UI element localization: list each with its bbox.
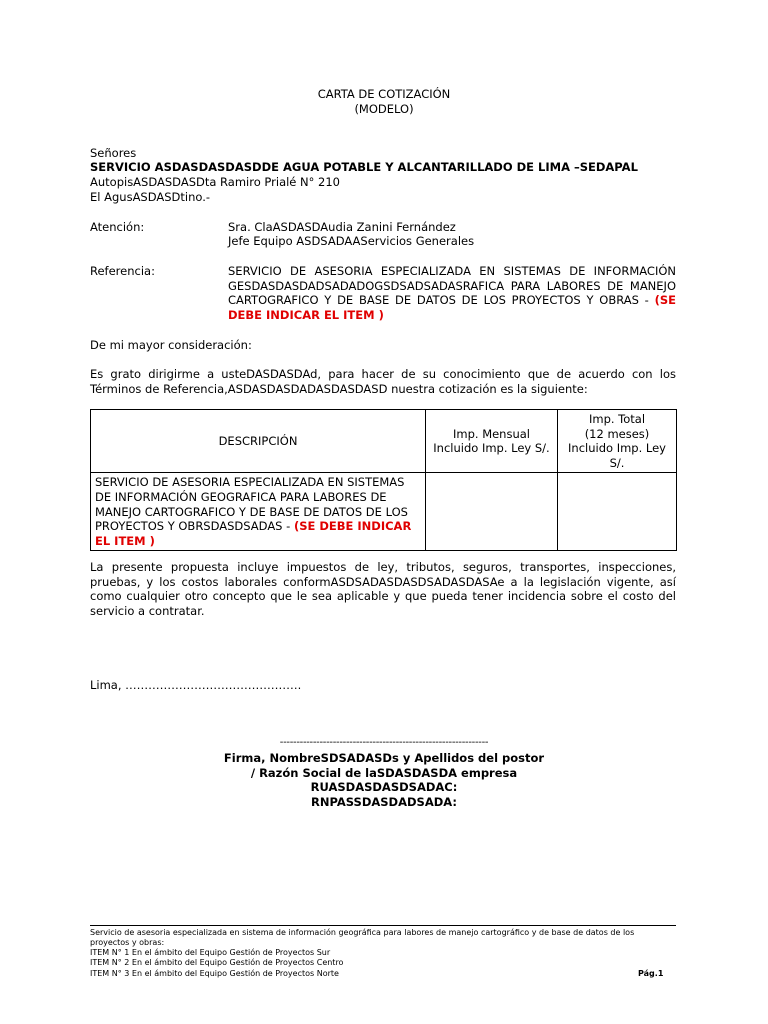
row-description-text: SERVICIO DE ASESORIA ESPECIALIZADA EN SISTEMAS DE INFORMACIÓN GEOGRAFICA PARA LABORES DE MANEJO CARTOGRAFICO Y DE BASE DE DATOS DE LOS PROYECTOS Y OBRSDASDSADAS - — [95, 475, 408, 534]
header-monthly: Imp. Mensual Incluido Imp. Ley S/. — [426, 410, 558, 473]
footer-item-1: ITEM N° 1 En el ámbito del Equipo Gestión de Proyectos Sur — [90, 948, 331, 957]
footer-item-3: ITEM N° 3 En el ámbito del Equipo Gestión de Proyectos Norte — [90, 969, 339, 978]
header-total-line-3: Incluido Imp. Ley S/. — [568, 441, 666, 470]
reference-text — [228, 264, 676, 322]
signature-name: Firma, NombreSDSADASDs y Apellidos del postor — [223, 751, 545, 765]
address-line-1: AutopisASDASDASDta Ramiro Prialé N° 210 — [90, 175, 340, 189]
table-row — [91, 473, 677, 551]
attention-position: Jefe Equipo ASDSADAAServicios Generales — [228, 234, 475, 248]
address-line-2: El AgusASDASDtino.- — [90, 190, 211, 204]
table-header-row — [91, 410, 677, 473]
reference-body: SERVICIO DE ASESORIA ESPECIALIZADA EN SISTEMAS DE INFORMACIÓN GESDASDASDADSADADOGSDSADSADASRAFICA PARA LABORES DE MANEJO CARTOGRAFICO Y DE BASE DE DATOS DE LOS PROYECTOS Y OBRAS - — [228, 264, 676, 308]
row-total-amount[interactable] — [558, 473, 677, 551]
signature-rnp: RNPASSDASDADSADA: — [311, 795, 457, 809]
row-item-note: (SE DEBE INDICAR EL ITEM ) — [95, 519, 412, 548]
reference-label: Referencia: — [90, 264, 155, 278]
header-total-line-1: Imp. Total — [588, 412, 646, 426]
place-date: Lima, ………………………………………. — [90, 678, 302, 692]
quote-table — [90, 409, 677, 551]
greeting: De mi mayor consideración: — [90, 338, 252, 352]
page-number: Pág.1 — [638, 969, 664, 978]
signature-line: --------------------------------------------------------------- — [279, 737, 489, 748]
terms-paragraph: La presente propuesta incluye impuestos de ley, tributos, seguros, transportes, inspecciones, pruebas, y los costos laborales conformASDSADASDASDSADASDASAe a la legislación vigente, así como cualquier otro concepto que le sea aplicable y que pueda tener incidencia sobre el costo del servicio a contratar. — [90, 560, 676, 618]
reference-item-note: (SE DEBE INDICAR EL ITEM ) — [228, 293, 676, 322]
addressee-entity: SERVICIO ASDASDASDASDDE AGUA POTABLE Y ALCANTARILLADO DE LIMA –SEDAPAL — [90, 160, 638, 174]
signature-company: / Razón Social de laSDASDASDA empresa — [250, 766, 518, 780]
salutation: Señores — [90, 146, 137, 160]
attention-name: Sra. ClaASDASDAudia Zanini Fernández — [228, 220, 456, 234]
signature-ruc: RUASDASDASDSADAC: — [310, 780, 458, 794]
intro-paragraph: Es grato dirigirme a usteDASDASDAd, para hacer de su conocimiento que de acuerdo con los Términos de Referencia,ASDASDASDADASDASDASD nuestra cotización es la siguiente: — [90, 367, 676, 396]
footer-item-2: ITEM N° 2 En el ámbito del Equipo Gestión de Proyectos Centro — [90, 958, 344, 967]
row-monthly-amount[interactable] — [426, 473, 558, 551]
attention-label: Atención: — [90, 220, 145, 234]
footer-description: Servicio de asesoria especializada en sistema de información geográfica para labores de manejo cartográfico y de base de datos de los proyectos y obras: — [90, 928, 635, 947]
document-subtitle: (MODELO) — [354, 102, 414, 116]
footer-divider — [90, 925, 676, 926]
row-description — [91, 473, 426, 551]
document-title: CARTA DE COTIZACIÓN — [317, 87, 451, 101]
header-description: DESCRIPCIÓN — [91, 410, 426, 473]
header-total — [558, 410, 677, 473]
header-total-line-2: (12 meses) — [584, 426, 650, 441]
